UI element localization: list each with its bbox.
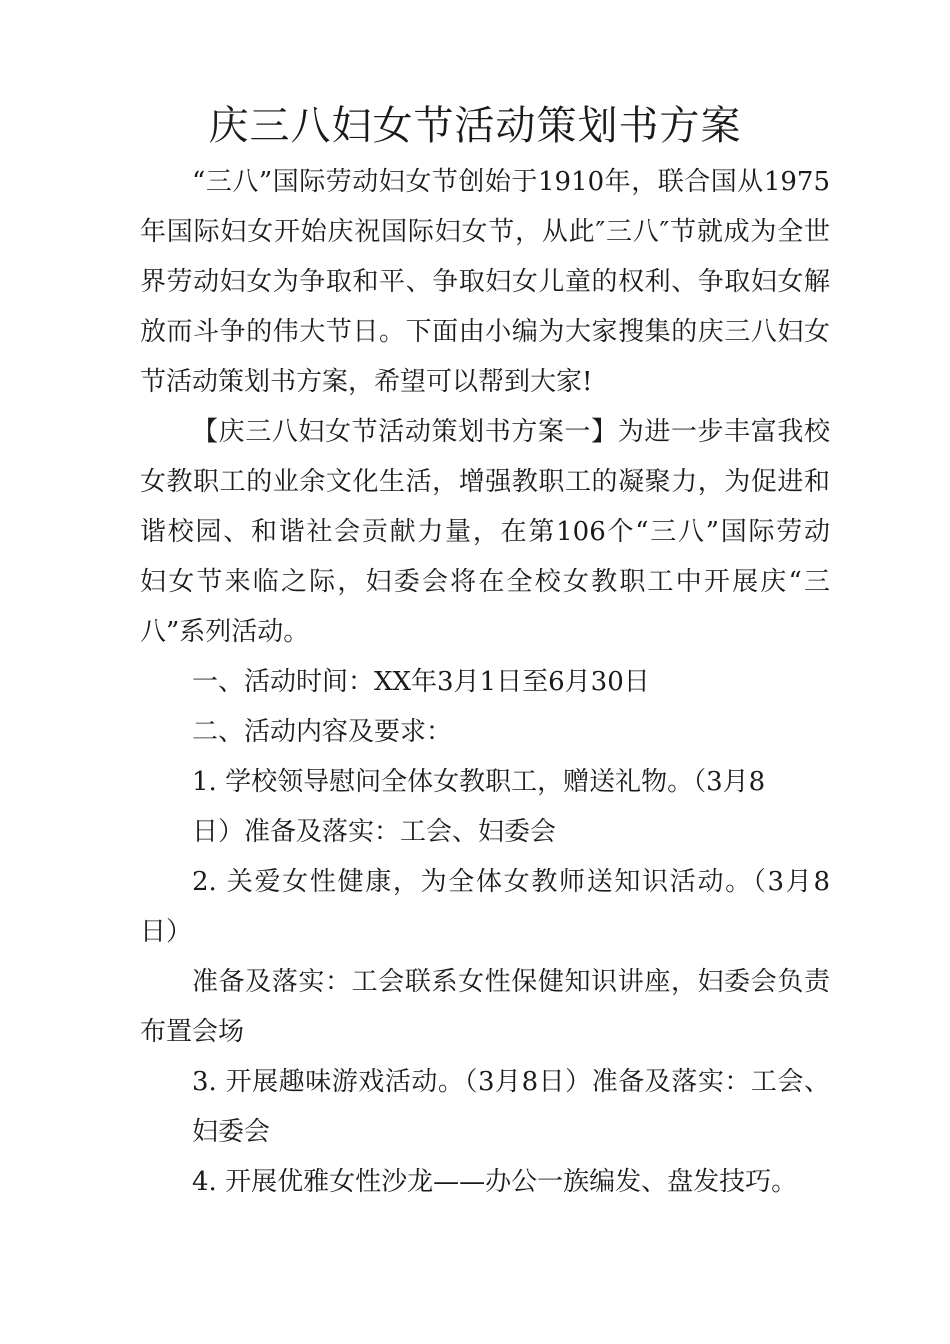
section-heading: 二、活动内容及要求： — [192, 717, 453, 747]
paragraph-line: 八”系列活动。 — [140, 617, 310, 647]
list-item-line: 2. 关爱女性健康，为全体女教师送知识活动。（3月8 — [192, 867, 830, 897]
paragraph-line: 【庆三八妇女节活动策划书方案一】为进一步丰富我校 — [192, 417, 830, 447]
paragraph-line: 放而斗争的伟大节日。下面由小编为大家搜集的庆三八妇女 — [140, 317, 830, 347]
document-title: 庆三八妇女节活动策划书方案 — [208, 103, 742, 149]
list-item-line: 妇委会 — [192, 1117, 271, 1147]
list-item-line: 日）准备及落实：工会、妇委会 — [192, 817, 557, 847]
list-item-line: 准备及落实：工会联系女性保健知识讲座，妇委会负责 — [192, 967, 830, 997]
paragraph-line: 节活动策划书方案，希望可以帮到大家! — [140, 367, 593, 397]
list-item-line: 1. 学校领导慰问全体女教职工，赠送礼物。（3月8 — [192, 767, 766, 797]
paragraph-line: 女教职工的业余文化生活，增强教职工的凝聚力，为促进和 — [140, 467, 830, 497]
section-heading: 一、活动时间：XX年3月1日至6月30日 — [192, 667, 650, 697]
paragraph-line: “三八”国际劳动妇女节创始于1910年，联合国从1975 — [192, 167, 830, 197]
list-item-line: 4. 开展优雅女性沙龙——办公一族编发、盘发技巧。 — [192, 1167, 798, 1197]
list-item-line: 3. 开展趣味游戏活动。（3月8日）准备及落实：工会、 — [192, 1067, 830, 1097]
paragraph-line: 年国际妇女开始庆祝国际妇女节，从此″三八″节就成为全世 — [140, 217, 830, 247]
list-item-line: 布置会场 — [140, 1017, 245, 1047]
paragraph-line: 妇女节来临之际，妇委会将在全校女教职工中开展庆“三 — [140, 567, 830, 597]
paragraph-line: 谐校园、和谐社会贡献力量，在第106个“三八”国际劳动 — [140, 517, 830, 547]
paragraph-line: 界劳动妇女为争取和平、争取妇女儿童的权利、争取妇女解 — [140, 267, 830, 297]
list-item-line: 日） — [140, 917, 193, 947]
